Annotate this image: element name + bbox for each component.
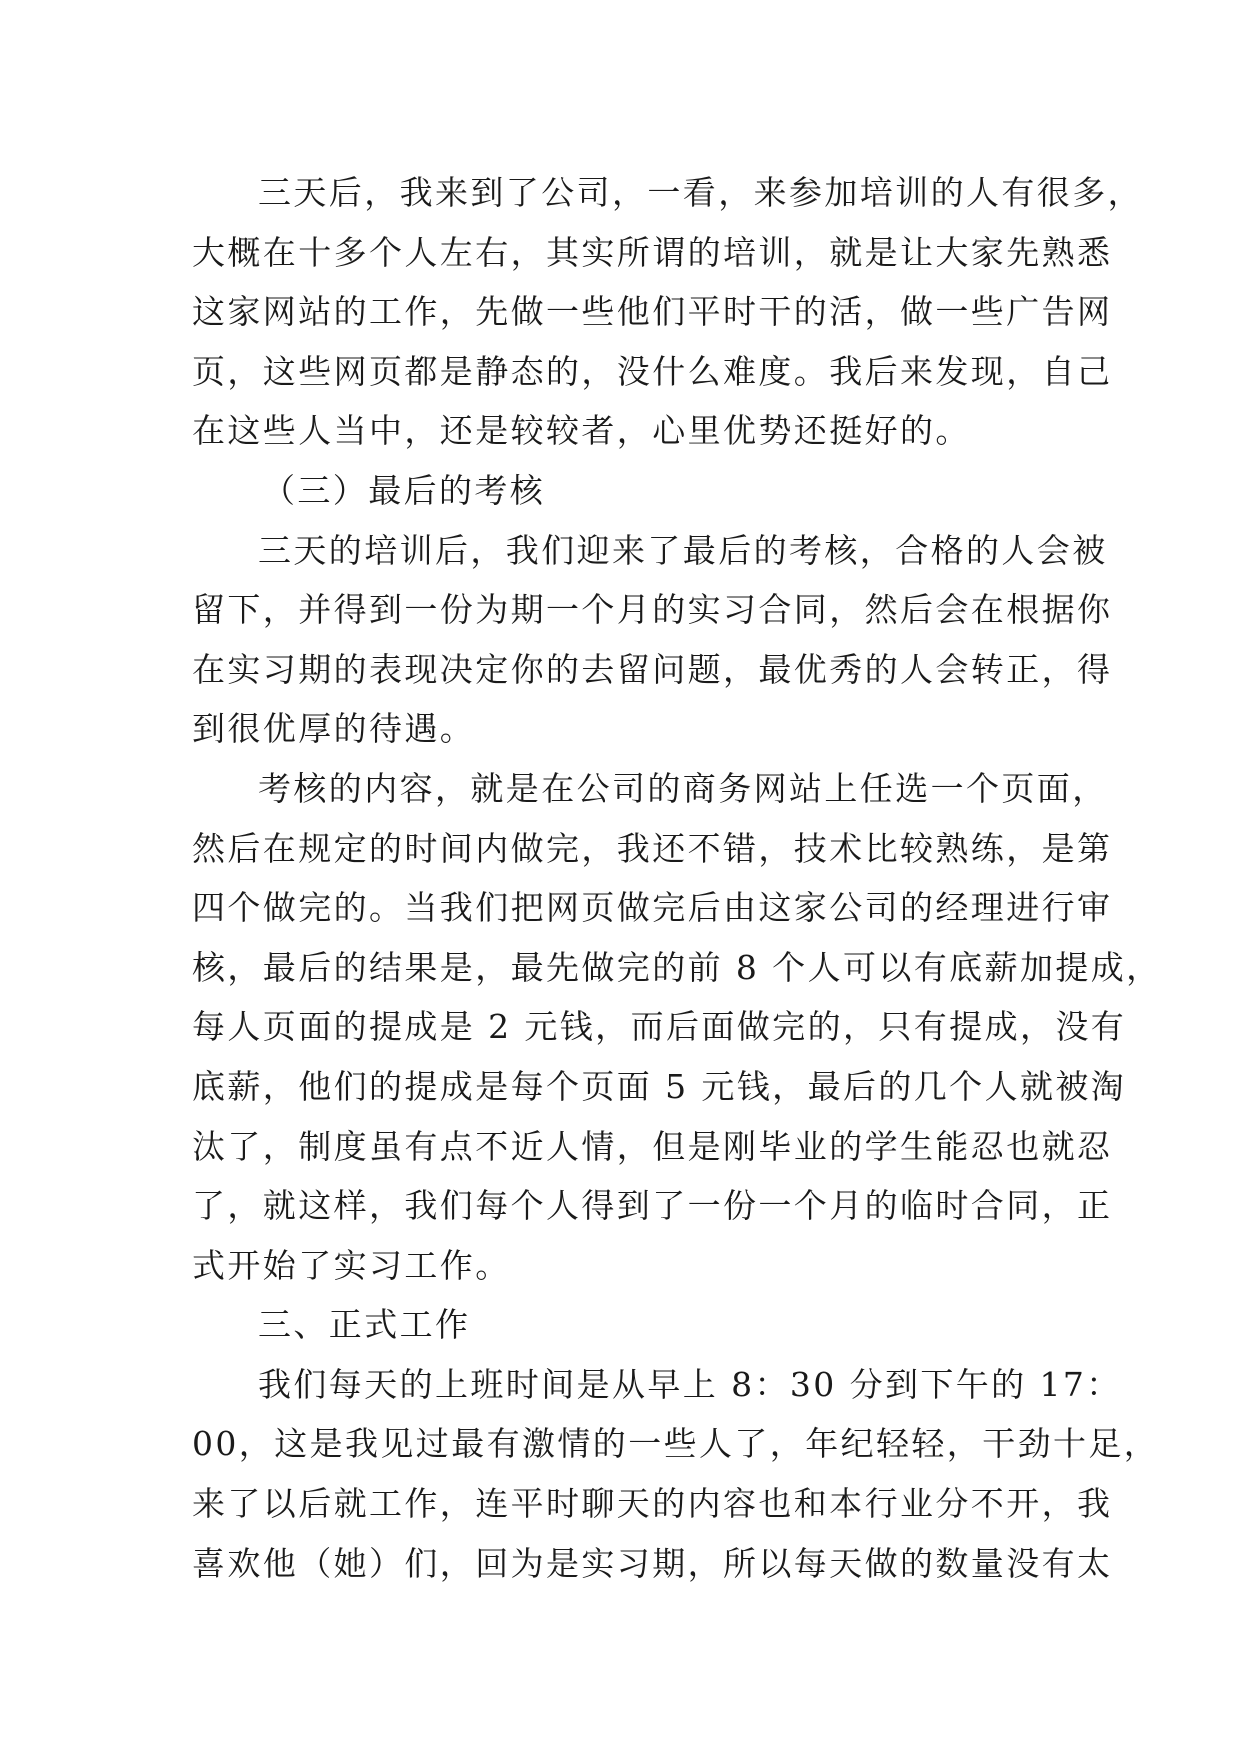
paragraph-line: 核，最后的结果是，最先做完的前 8 个人可以有底薪加提成， — [192, 947, 1162, 987]
paragraph-line: 这家网站的工作，先做一些他们平时干的活，做一些广告网 — [192, 292, 1113, 332]
document-body — [192, 163, 1162, 1593]
paragraph-line: 然后在规定的时间内做完，我还不错，技术比较熟练，是第 — [192, 828, 1113, 868]
section-heading: 三、正式工作 — [258, 1305, 471, 1345]
paragraph-line: 留下，并得到一份为期一个月的实习合同，然后会在根据你 — [192, 590, 1113, 630]
paragraph-line: 00，这是我见过最有激情的一些人了，年纪轻轻，干劲十足， — [192, 1424, 1160, 1464]
paragraph-line: 三天的培训后，我们迎来了最后的考核，合格的人会被 — [258, 530, 1108, 570]
paragraph-line: 到很优厚的待遇。 — [192, 709, 476, 749]
paragraph-line: 页，这些网页都是静态的，没什么难度。我后来发现，自己 — [192, 351, 1113, 391]
paragraph-line: 式开始了实习工作。 — [192, 1245, 511, 1285]
paragraph-line: 大概在十多个人左右，其实所谓的培训，就是让大家先熟悉 — [192, 232, 1113, 272]
paragraph-line: 在这些人当中，还是较较者，心里优势还挺好的。 — [192, 411, 971, 451]
paragraph-line: 来了以后就工作，连平时聊天的内容也和本行业分不开，我 — [192, 1484, 1113, 1524]
paragraph-line: 了，就这样，我们每个人得到了一份一个月的临时合同，正 — [192, 1186, 1113, 1226]
paragraph-line: 我们每天的上班时间是从早上 8：30 分到下午的 17： — [258, 1364, 1122, 1404]
paragraph-line: 底薪，他们的提成是每个页面 5 元钱，最后的几个人就被淘 — [192, 1066, 1127, 1106]
paragraph-line: 考核的内容，就是在公司的商务网站上任选一个页面， — [258, 768, 1108, 808]
paragraph-line: 在实习期的表现决定你的去留问题，最优秀的人会转正，得 — [192, 649, 1113, 689]
paragraph-line: 四个做完的。当我们把网页做完后由这家公司的经理进行审 — [192, 888, 1113, 928]
paragraph-line: 汰了，制度虽有点不近人情，但是刚毕业的学生能忍也就忍 — [192, 1126, 1113, 1166]
paragraph-line: 三天后，我来到了公司，一看，来参加培训的人有很多， — [258, 173, 1143, 212]
paragraph-line: 每人页面的提成是 2 元钱，而后面做完的，只有提成，没有 — [192, 1007, 1127, 1047]
section-heading: （三）最后的考核 — [262, 470, 546, 510]
paragraph-line: 喜欢他（她）们，回为是实习期，所以每天做的数量没有太 — [192, 1543, 1113, 1583]
